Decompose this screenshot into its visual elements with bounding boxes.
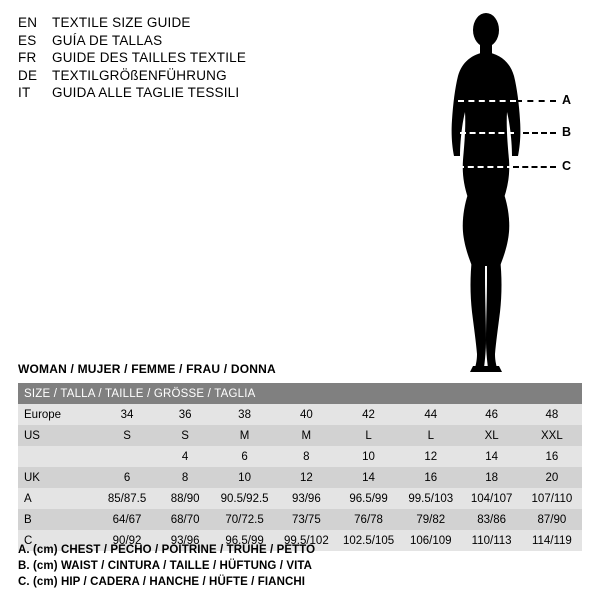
cell-us-7: XXL [522, 425, 582, 446]
cell-europe-1: 36 [157, 404, 214, 425]
measure-line-b-outer [514, 132, 556, 134]
cell-uk-7: 20 [522, 467, 582, 488]
female-figure [400, 8, 600, 378]
measure-line-a-inner [458, 100, 516, 102]
language-row-it [18, 84, 348, 102]
cell-uk-1: 8 [157, 467, 214, 488]
note-b: B. (cm) WAIST / CINTURA / TAILLE / HÜFTUNG / VITA [18, 560, 313, 572]
cell-a-4: 96.5/99 [337, 488, 400, 509]
language-list [18, 14, 348, 102]
table-row [18, 404, 582, 425]
cell-a-6: 104/107 [461, 488, 521, 509]
cell-us-3: M [276, 425, 337, 446]
note-c: C. (cm) HIP / CADERA / HANCHE / HÜFTE / FIANCHI [18, 576, 306, 588]
cell-us-5: L [400, 425, 461, 446]
measure-line-b-inner [460, 132, 514, 134]
cell-b-3: 73/75 [276, 509, 337, 530]
row-label-us: US [18, 425, 97, 446]
measure-line-c-inner [458, 166, 513, 168]
row-label-c: C [18, 530, 97, 551]
table-row [18, 467, 582, 488]
cell-us-6: XL [461, 425, 521, 446]
cell-us-2: M [213, 425, 275, 446]
language-code-it: IT [18, 85, 31, 100]
language-text-fr: GUIDE DES TAILLES TEXTILE [52, 50, 247, 65]
female-silhouette-icon [400, 8, 600, 378]
table-header-row [18, 383, 582, 404]
cell-usnum-0 [97, 446, 156, 467]
cell-uk-0: 6 [97, 467, 156, 488]
language-row-fr [18, 49, 348, 67]
cell-usnum-5: 12 [400, 446, 461, 467]
measure-line-a-outer [516, 100, 556, 102]
cell-b-4: 76/78 [337, 509, 400, 530]
cell-b-2: 70/72.5 [213, 509, 275, 530]
note-a: A. (cm) CHEST / PECHO / POITRINE / TRUHE / PETTO [18, 544, 316, 556]
cell-europe-7: 48 [522, 404, 582, 425]
cell-c-0: 90/92 [97, 530, 156, 551]
cell-uk-6: 18 [461, 467, 521, 488]
cell-c-6: 110/113 [461, 530, 521, 551]
row-label-us-numeric [18, 446, 97, 467]
cell-europe-3: 40 [276, 404, 337, 425]
cell-usnum-3: 8 [276, 446, 337, 467]
cell-a-3: 93/96 [276, 488, 337, 509]
cell-usnum-6: 14 [461, 446, 521, 467]
language-text-en: TEXTILE SIZE GUIDE [52, 15, 191, 30]
cell-a-5: 99.5/103 [400, 488, 461, 509]
measure-label-c: C [562, 159, 572, 173]
cell-b-0: 64/67 [97, 509, 156, 530]
measure-line-c-outer [513, 166, 556, 168]
cell-us-0: S [97, 425, 156, 446]
cell-b-5: 79/82 [400, 509, 461, 530]
language-row-de [18, 67, 348, 85]
table-row [18, 509, 582, 530]
language-code-en: EN [18, 15, 38, 30]
cell-a-0: 85/87.5 [97, 488, 156, 509]
cell-c-7: 114/119 [522, 530, 582, 551]
cell-usnum-2: 6 [213, 446, 275, 467]
row-label-uk: UK [18, 467, 97, 488]
cell-europe-6: 46 [461, 404, 521, 425]
cell-uk-2: 10 [213, 467, 275, 488]
table-row [18, 488, 582, 509]
language-row-en [18, 14, 348, 32]
measurement-notes [18, 542, 315, 590]
language-code-de: DE [18, 67, 38, 83]
cell-uk-5: 16 [400, 467, 461, 488]
language-row-es [18, 32, 348, 50]
cell-c-2: 96.5/99 [213, 530, 275, 551]
row-label-b: B [18, 509, 97, 530]
cell-c-3: 99.5/102 [276, 530, 337, 551]
language-text-es: GUÍA DE TALLAS [52, 32, 163, 48]
cell-a-1: 88/90 [157, 488, 214, 509]
language-text-it: GUIDA ALLE TAGLIE TESSILI [52, 85, 240, 100]
cell-us-1: S [157, 425, 214, 446]
cell-uk-3: 12 [276, 467, 337, 488]
cell-usnum-7: 16 [522, 446, 582, 467]
row-label-a: A [18, 488, 97, 509]
cell-b-7: 87/90 [522, 509, 582, 530]
cell-europe-4: 42 [337, 404, 400, 425]
cell-uk-4: 14 [337, 467, 400, 488]
cell-usnum-1: 4 [157, 446, 214, 467]
cell-c-5: 106/109 [400, 530, 461, 551]
measure-label-b: B [562, 125, 572, 139]
cell-usnum-4: 10 [337, 446, 400, 467]
cell-a-7: 107/110 [522, 488, 582, 509]
cell-a-2: 90.5/92.5 [213, 488, 275, 509]
table-section-title: WOMAN / MUJER / FEMME / FRAU / DONNA [18, 362, 276, 376]
cell-b-1: 68/70 [157, 509, 214, 530]
cell-c-1: 93/96 [157, 530, 214, 551]
table-row [18, 446, 582, 467]
table-row [18, 425, 582, 446]
language-text-de: TEXTILGRÖßENFÜHRUNG [52, 67, 227, 83]
cell-b-6: 83/86 [461, 509, 521, 530]
cell-europe-0: 34 [97, 404, 156, 425]
cell-europe-2: 38 [213, 404, 275, 425]
cell-europe-5: 44 [400, 404, 461, 425]
language-code-es: ES [18, 32, 37, 48]
size-table [18, 383, 582, 551]
cell-c-4: 102.5/105 [337, 530, 400, 551]
measure-label-a: A [562, 93, 572, 107]
language-code-fr: FR [18, 50, 37, 65]
table-header-label: SIZE / TALLA / TAILLE / GRÖSSE / TAGLIA [18, 383, 582, 404]
row-label-europe: Europe [18, 404, 97, 425]
cell-us-4: L [337, 425, 400, 446]
